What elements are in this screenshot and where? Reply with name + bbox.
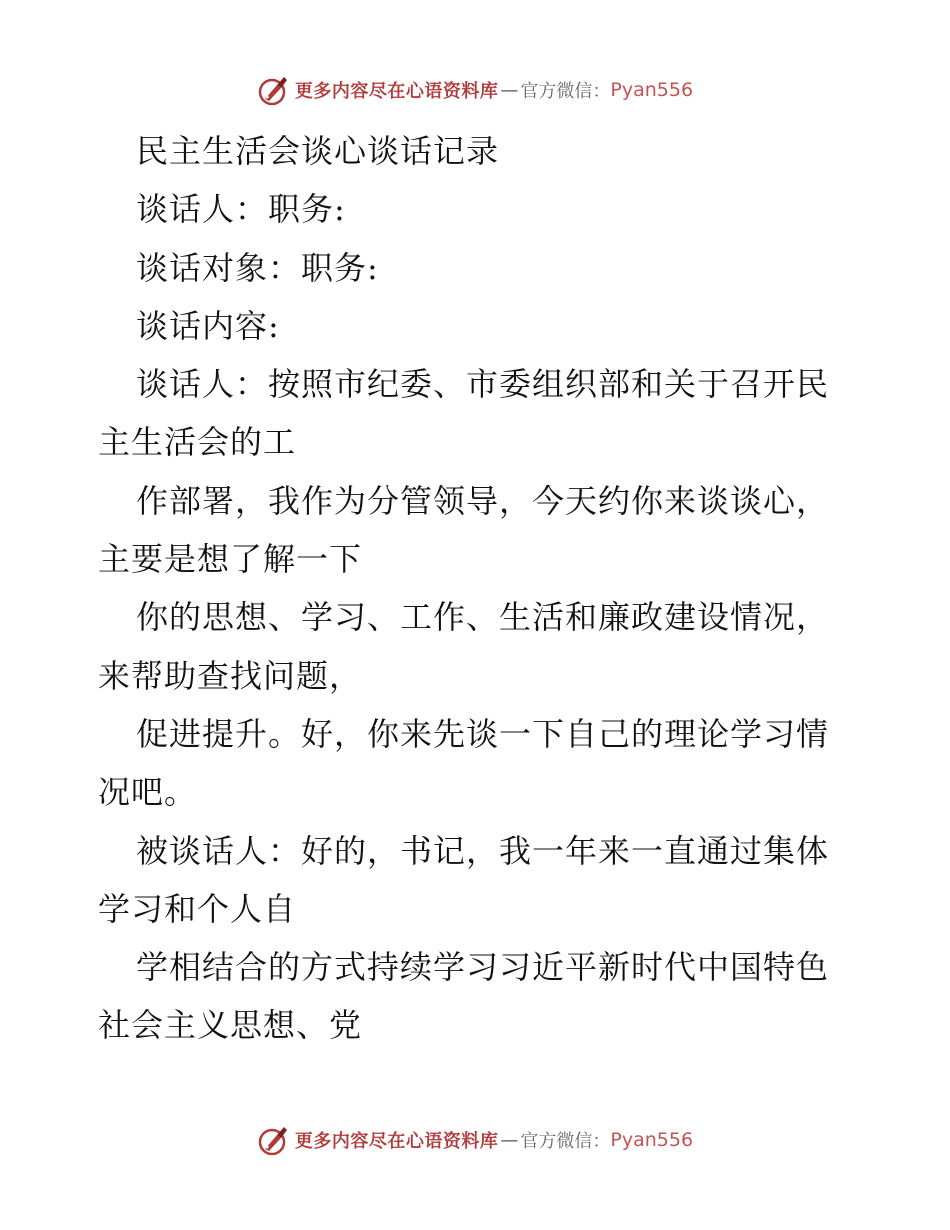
banner-wechat-label: 官方微信： (520, 81, 611, 102)
text-line: 促进提升。好，你来先谈一下自己的理论学习情 (136, 714, 830, 753)
text-line: 来帮助查找问题， (98, 656, 363, 695)
text-line: 谈话对象：职务: (136, 248, 379, 287)
banner-separator: — (500, 79, 519, 101)
banner-main-text: 更多内容尽在心语资料库 (294, 81, 499, 102)
banner-separator: — (500, 1129, 519, 1151)
text-line: 谈话内容: (136, 306, 280, 345)
document-title: 民主生活会谈心谈话记录 (136, 132, 500, 170)
text-line: 主要是想了解一下 (98, 540, 363, 579)
document-body (98, 122, 858, 1055)
text-line: 主生活会的工 (98, 423, 297, 462)
banner-main-text: 更多内容尽在心语资料库 (294, 1131, 499, 1152)
text-line: 作部署，我作为分管领导，今天约你来谈谈心， (136, 481, 830, 520)
banner-wechat-id: Pyan556 (610, 1129, 694, 1151)
pen-logo-icon (257, 73, 291, 107)
text-line: 被谈话人：好的，书记，我一年来一直通过集体 (136, 831, 830, 870)
banner-wechat-label: 官方微信： (520, 1131, 611, 1152)
text-line: 社会主义思想、党 (98, 1006, 363, 1045)
text-line: 你的思想、学习、工作、生活和廉政建设情况， (136, 598, 830, 637)
header-watermark-banner (0, 70, 950, 110)
footer-watermark-banner (0, 1120, 950, 1160)
text-line: 况吧。 (98, 773, 198, 812)
text-line: 谈话人：按照市纪委、市委组织部和关于召开民 (136, 365, 830, 404)
text-line: 学相结合的方式持续学习习近平新时代中国特色 (136, 948, 830, 987)
banner-wechat-id: Pyan556 (610, 79, 694, 101)
text-line: 谈话人：职务: (136, 190, 346, 229)
text-line: 学习和个人自 (98, 889, 297, 928)
pen-logo-icon (257, 1123, 291, 1157)
